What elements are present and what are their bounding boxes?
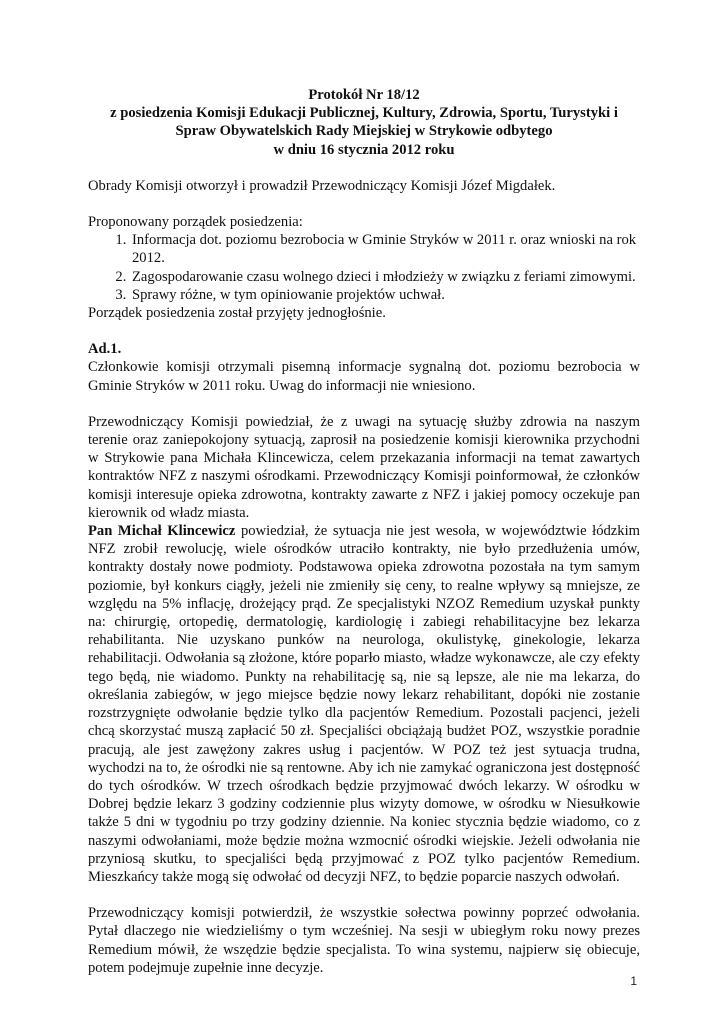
title-line-3: Spraw Obywatelskich Rady Miejskiej w Strykowie odbytego: [175, 123, 553, 140]
page-number: 1: [630, 974, 637, 988]
speaker-name: Pan Michał Klincewicz: [88, 523, 236, 540]
ad1-paragraph-4: Przewodniczący komisji potwierdził, że wszystkie sołectwa powinny poprzeć odwołania. Pytał dlaczego nie wiedzieliśmy o tym wcześniej. Na sesji w ubiegłym roku nowy prezes Remedium mówił, że wszędzie będzie specjalista. To wina systemu, najpierw się obiecuje, potem podejmuje zupełnie inne decyzje.: [88, 905, 640, 976]
document-title: [88, 86, 640, 159]
spacer: [88, 195, 640, 213]
spacer: [88, 395, 640, 413]
section-heading-ad1: Ad.1.: [88, 341, 122, 358]
ad1-paragraph-3: [88, 522, 640, 886]
agenda-item: 2. Zagospodarowanie czasu wolnego dzieci i młodzieży w związku z feriami zimowymi.: [130, 268, 640, 286]
document-page: [88, 86, 640, 977]
agenda-heading: Proponowany porządek posiedzenia:: [88, 214, 303, 231]
spacer: [88, 322, 640, 340]
agenda-accepted: Porządek posiedzenia został przyjęty jednogłośnie.: [88, 305, 386, 322]
spacer: [88, 886, 640, 904]
ad1-paragraph-1: Członkowie komisji otrzymali pisemną informacje sygnalną dot. poziomu bezrobocia w Gminie Stryków w 2011 roku. Uwag do informacji nie wniesiono.: [88, 359, 640, 394]
agenda-item: 1. Informacja dot. poziomu bezrobocia w Gminie Stryków w 2011 r. oraz wnioski na rok 2012.: [130, 231, 640, 267]
agenda-list: [88, 231, 640, 304]
ad1-paragraph-2: Przewodniczący Komisji powiedział, że z uwagi na sytuację służby zdrowia na naszym terenie oraz zaniepokojony sytuacją, zaprosił na posiedzenie komisji kierownika przychodni w Strykowie pana Michała Klincewicza, celem przekazania informacji na temat zawartych kontraktów NFZ z naszymi ośrodkami. Przewodniczący Komisji poinformował, że członków komisji interesuje opieka zdrowotna, kontrakty zawarte z NFZ i jakiej pomocy oczekuje pan kierownik od władz miasta.: [88, 413, 640, 521]
title-line-1: Protokół Nr 18/12: [308, 87, 420, 103]
title-line-2: z posiedzenia Komisji Edukacji Publicznej, Kultury, Zdrowia, Sportu, Turystyki i: [110, 105, 618, 122]
opening-paragraph: Obrady Komisji otworzył i prowadził Przewodniczący Komisji Józef Migdałek.: [88, 177, 556, 194]
title-line-4: w dniu 16 stycznia 2012 roku: [273, 141, 455, 158]
speaker-statement: powiedział, że sytuacja nie jest wesoła, w województwie łódzkim NFZ zrobił rewolucję, wiele ośrodków utraciło kontrakty, nie było przedłużenia umów, kontrakty dostały nowe podmioty. Podstawowa opieka zdrowotna pozostała na tym samym poziomie, był konkurs ciągły, jeżeli nie zmieniły się ceny, to realne wpływy są mniejsze, ze względu na 5% inflację, drożejący prąd. Ze specjalistyki NZOZ Remedium uzyskał punkty na: chirurgię, ortopedię, dermatologię, kardiologię i zabiegi rehabilitacyjne bez lekarza rehabilitanta. Nie uzyskano punków na neurologa, okulistykę, ginekologie, lekarza rehabilitacji. Odwołania są złożone, które poparło miasto, władze wykonawcze, ale czy efekty tego będą, nie wiadomo. Punkty na rehabilitację są, nie są lepsze, ale nie ma lekarza, do określania zabiegów, w jego miejsce będzie nowy lekarz rehabilitant, dopóki nie zostanie rozstrzygnięte odwołanie będzie tylko dla pacjentów Remedium. Pozostali pacjenci, jeżeli chcą skorzystać muszą zapłacić 50 zł. Specjaliści obciążają budżet POZ, wszystkie poradnie pracują, ale jest zawężony zakres usług i pacjentów. W POZ też jest sytuacja trudna, wychodzi na to, że ośrodki nie są rentowne. Aby ich nie zamykać ograniczona jest dostępność do tych ośrodków. W trzech ośrodkach będzie przyjmować dwóch lekarzy. W ośrodku w Dobrej będzie lekarz 3 godziny codziennie plus wizyty domowe, w ośrodku w Niesułkowie także 5 dni w tygodniu po trzy godziny dziennie. Na koniec stycznia będzie wiadomo, co z naszymi odwołaniami, może będzie można wzmocnić ośrodki wiejskie. Jeżeli odwołania nie przyniosą skutku, to specjaliści będą przyjmować z POZ tylko pacjentów Remedium. Mieszkańcy także mogą się odwołać od decyzji NFZ, to będzie poparcie naszych odwołań.: [88, 523, 640, 885]
agenda-item: 3. Sprawy różne, w tym opiniowanie projektów uchwał.: [130, 286, 640, 304]
